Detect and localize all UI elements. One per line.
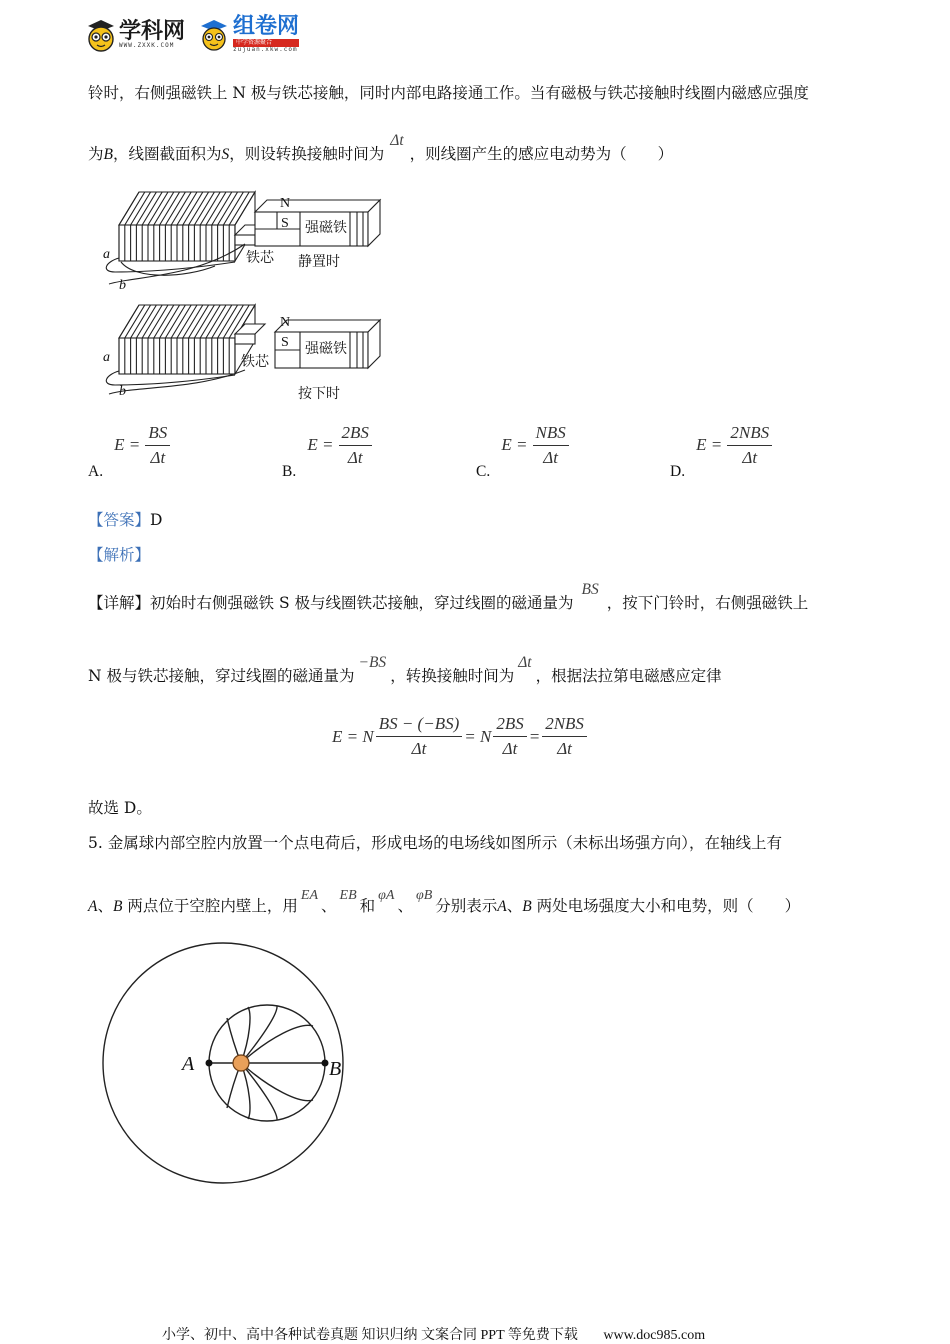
symbol-S: S	[221, 146, 230, 163]
option-A-lhs: E =	[114, 435, 141, 454]
option-A-fraction: $\frac{BS}{\Delta t}$	[145, 423, 170, 468]
point-charge	[233, 1055, 249, 1071]
top-a-label: a	[103, 247, 110, 262]
logo-zujuanwang-url: zujuan.xkw.com	[233, 46, 298, 53]
bottom-N-label: N	[280, 315, 291, 330]
owl-mascot-icon	[86, 18, 116, 52]
bottom-a-label: a	[103, 350, 110, 365]
point-B-dot	[322, 1060, 329, 1067]
logo-xuekewang-name: 学科网	[119, 18, 186, 44]
point-A-label: A	[182, 1053, 195, 1075]
detail-line2: N 极与铁芯接触，穿过线圈的磁通量为−BS，转换接触时间为Δt，根据法拉第电磁感应定律	[88, 654, 722, 685]
formula-fraction-3: $\frac{\text{2NBS}}{\Delta t}$	[542, 714, 587, 759]
symbol-EB: EB	[339, 888, 357, 903]
formula-fraction-2: $\frac{2BS}{\Delta t}$	[493, 714, 526, 759]
q4-line2: 为B，线圈截面积为S，则设转换接触时间为Δt，则线圈产生的感应电动势为（ ）	[88, 132, 674, 163]
bottom-core-label: 铁芯	[241, 354, 269, 370]
detail-label: 【详解】	[88, 594, 151, 612]
symbol-EA: EA	[300, 888, 318, 903]
footer	[162, 1324, 705, 1344]
doorbell-figure	[95, 180, 395, 410]
point-A-dot	[206, 1060, 213, 1067]
analysis-label: 【解析】	[88, 546, 151, 564]
detail-line1: 【详解】初始时右侧强磁铁 S 极与线圈铁芯接触，穿过线圈的磁通量为BS，按下门铃时，右侧强磁铁上	[88, 581, 809, 612]
option-D-lhs: E =	[696, 435, 723, 454]
option-A-letter: A.	[88, 463, 104, 480]
answer-value: D	[150, 511, 163, 529]
answer-line	[88, 510, 162, 530]
footer-text: 小学、初中、高中各种试卷真题 知识归纳 文案合同 PPT 等免费下载	[162, 1328, 578, 1343]
field-lines-figure	[100, 942, 350, 1187]
formula-fraction-1: $\frac{BS - (-BS)}{\Delta t}$	[376, 714, 463, 759]
option-D[interactable]	[670, 423, 772, 480]
option-B-letter: B.	[282, 463, 297, 480]
answer-label: 【答案】	[88, 511, 151, 529]
q5-line1: 5. 金属球内部空腔内放置一个点电荷后，形成电场的电场线如图所示（未标出场强方向），在轴线上有	[88, 834, 782, 852]
logo-xuekewang-url: WWW.ZXXK.COM	[119, 41, 175, 49]
bottom-b-label: b	[119, 384, 126, 399]
detail-neg-BS: −BS	[358, 654, 387, 671]
top-b-label: b	[119, 278, 126, 293]
top-S-label: S	[281, 216, 289, 231]
top-core-label: 铁芯	[246, 250, 274, 266]
point-B-label: B	[329, 1058, 342, 1080]
option-D-letter: D.	[670, 463, 686, 480]
logo-xuekewang[interactable]	[119, 18, 186, 49]
logo-zujuanwang-tag: 中学资源聚合	[233, 39, 299, 47]
bottom-magnet-label: 强磁铁	[305, 341, 347, 357]
faraday-formula: E = N $\frac{BS - (-BS)}{\Delta t}$ = N $\frac{2BS}{\Delta t}$ = $\frac{\text{2NBS}}{\Delta t}$	[332, 714, 589, 759]
bottom-S-label: S	[281, 335, 289, 350]
option-B-fraction: $\frac{2BS}{\Delta t}$	[339, 423, 372, 468]
q5-line2: A、B 两点位于空腔内壁上，用EA、EB和φA、φB分别表示A、B 两处电场强度大小和电势，则（ ）	[88, 888, 801, 915]
mascot-icon	[197, 17, 231, 53]
symbol-B: B	[103, 146, 113, 163]
option-B[interactable]	[282, 423, 372, 480]
top-magnet-label: 强磁铁	[305, 220, 347, 236]
conclusion: 故选 D。	[88, 799, 152, 817]
footer-url[interactable]: www.doc985.com	[603, 1328, 706, 1343]
option-D-fraction: $\frac{\text{2NBS}}{\Delta t}$	[727, 423, 772, 468]
symbol-phiA: φA	[378, 888, 395, 903]
logo-zujuanwang[interactable]	[233, 16, 299, 53]
option-C-fraction: $\frac{\text{NBS}}{\Delta t}$	[533, 423, 569, 468]
bottom-state-label: 按下时	[298, 386, 340, 402]
top-N-label: N	[280, 196, 291, 211]
option-C[interactable]	[476, 423, 569, 480]
option-C-lhs: E =	[501, 435, 528, 454]
option-C-letter: C.	[476, 463, 491, 480]
logo-zujuanwang-name: 组卷网	[233, 14, 300, 39]
option-A[interactable]	[88, 423, 170, 480]
option-B-lhs: E =	[307, 435, 334, 454]
q4-line1: 铃时，右侧强磁铁上 N 极与铁芯接触，同时内部电路接通工作。当有磁极与铁芯接触时线圈内磁感应强度	[88, 84, 809, 102]
symbol-delta-t: Δt	[390, 132, 404, 149]
detail-delta-t: Δt	[518, 654, 532, 671]
top-state-label: 静置时	[298, 254, 340, 270]
header-logos	[86, 16, 299, 53]
q4-options	[88, 423, 868, 480]
symbol-phiB: φB	[415, 888, 433, 903]
detail-BS: BS	[581, 581, 599, 598]
